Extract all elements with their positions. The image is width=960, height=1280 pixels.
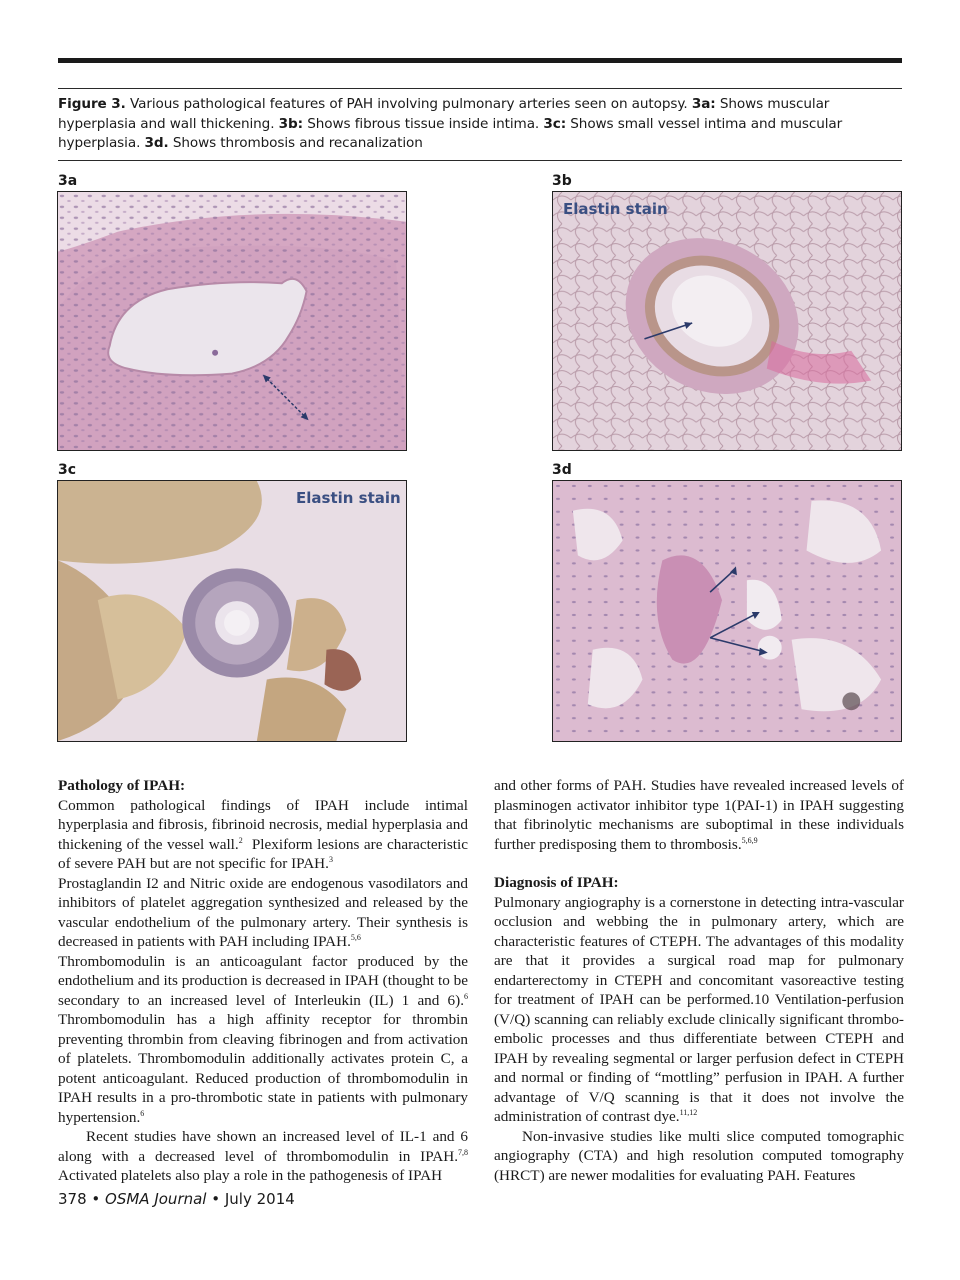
right-text-column	[494, 776, 904, 1185]
panel-3a-micrograph	[57, 191, 407, 451]
left-text-column	[58, 776, 468, 1186]
panel-3b-micrograph	[552, 191, 902, 451]
continued-paragraph: and other forms of PAH. Studies have revealed increased levels of plasminogen activator inhibitor type 1(PAI-1) in IPAH suggesting that fibrinolytic mechanisms are suboptimal in these individuals further predisposing them to thrombosis.$^{5,6,9}$	[494, 777, 904, 853]
caption-d-text: Shows thrombosis and recanalization	[172, 135, 423, 151]
caption-top-rule	[58, 88, 902, 89]
diagnosis-heading: Diagnosis of IPAH:	[494, 874, 619, 891]
reference-superscript: 11,12	[679, 1108, 698, 1117]
caption-intro: Various pathological features of PAH involving pulmonary arteries seen on autopsy.	[129, 96, 688, 112]
page-footer: 378 • OSMA Journal • July 2014	[58, 1190, 295, 1208]
panel-3d-micrograph	[552, 480, 902, 742]
pathology-paragraph-2: Prostaglandin I2 and Nitric oxide are endogenous vasodilators and inhibitors of platelet aggregation synthesized and released by the vascular endothelium of the pulmonary artery. Their synthesis is decreased in patients with PAH including IPAH.$^{5,6}$	[58, 874, 468, 950]
panel-3a-label: 3a	[58, 173, 78, 189]
caption-d-label: 3d.	[144, 135, 169, 151]
caption-c-label: 3c:	[543, 115, 567, 132]
panel-3b-label: 3b	[552, 173, 572, 189]
caption-c-text: Shows small vessel intima and muscular hyperplasia.	[58, 115, 843, 151]
panel-3b-stain-label: Elastin stain	[563, 200, 668, 218]
caption-b-label: 3b:	[278, 115, 303, 132]
reference-superscript: 6	[464, 991, 468, 1001]
pathology-paragraph-4: Recent studies have shown an increased level of IL-1 and 6 along with a decreased level of thrombomodulin in IPAH.$^{7,8}$ Activated platelets also play a role in the pathogenesis of IPAH	[58, 1128, 468, 1184]
panel-3c-label: 3c	[58, 462, 77, 478]
pathology-paragraph-3: Thrombomodulin is an anticoagulant factor produced by the endothelium and its production is decreased in IPAH (thought to be secondary to an increased level of Interleukin (IL) 1 and 6).$^6$ Thrombomodulin has a high affinity receptor for thrombin preventing thrombin from cleaving fibrinogen and from activation of platelets. Thrombomodulin additionally activates protein C, a potent anticoagulant. Reduced production of thrombomodulin in IPAH results in a pro-thrombotic state in patients with pulmonary hypertension.$^6$	[58, 952, 468, 1126]
pathology-paragraph-1: Common pathological findings of IPAH include intimal hyperplasia and fibrosis, fibrinoid necrosis, medial hyperplasia and thickening of the vessel wall.$^2$ Plexiform lesions are characteristic of severe PAH but are not specific for IPAH.$^3$	[58, 796, 468, 872]
reference-superscript: 2	[238, 835, 243, 845]
caption-bottom-rule	[58, 160, 902, 161]
reference-superscript: 6	[140, 1108, 145, 1118]
caption-b-text: Shows fibrous tissue inside intima.	[307, 115, 540, 132]
figure-label: Figure 3.	[58, 96, 126, 112]
caption-a-text: Shows muscular hyperplasia and wall thickening.	[58, 96, 830, 132]
diagnosis-paragraph-1: Pulmonary angiography is a cornerstone in detecting intra-vascular occlusion and webbing the in pulmonary artery, which are characteristic features of CTEPH. The advantages of this modality are that it provides a surgical road map for pulmonary endarterectomy in CTEPH and concomitant vasoreactive testing for treatment of IPAH can be performed.10 Ventilation-perfusion (V/Q) scanning can reliably exclude clinically significant thrombo-embolic processes and thus differentiate between CTEPH and IPAH by revealing segmental or larger perfusion defect in CTEPH and normal or finding of “mottling” perfusion in IPAH. A further advantage of V/Q scanning is that it does not involve the administration of contrast dye.$^{11,12}$	[494, 893, 904, 1125]
reference-superscript: 5,6,9	[741, 835, 758, 845]
caption-a-label: 3a:	[691, 96, 716, 112]
paragraph-spacer	[494, 854, 904, 873]
top-rule	[58, 58, 902, 63]
diagnosis-paragraph-2: Non-invasive studies like multi slice computed tomographic angiography (CTA) and high resolution computed tomography (HRCT) are newer modalities for evaluating PAH. Features	[494, 1127, 904, 1184]
reference-superscript: 5,6	[350, 933, 361, 942]
panel-3c-stain-label: Elastin stain	[296, 489, 401, 507]
reference-superscript: 3	[328, 855, 333, 864]
pathology-heading: Pathology of IPAH:	[58, 777, 186, 794]
panel-3c-micrograph	[57, 480, 407, 742]
figure-caption	[58, 95, 858, 154]
page-number: 378	[58, 1190, 87, 1208]
reference-superscript: 7,8	[458, 1147, 468, 1157]
issue-date: July 2014	[224, 1190, 295, 1208]
journal-name: OSMA Journal	[105, 1190, 207, 1208]
panel-3d-label: 3d	[552, 462, 572, 478]
